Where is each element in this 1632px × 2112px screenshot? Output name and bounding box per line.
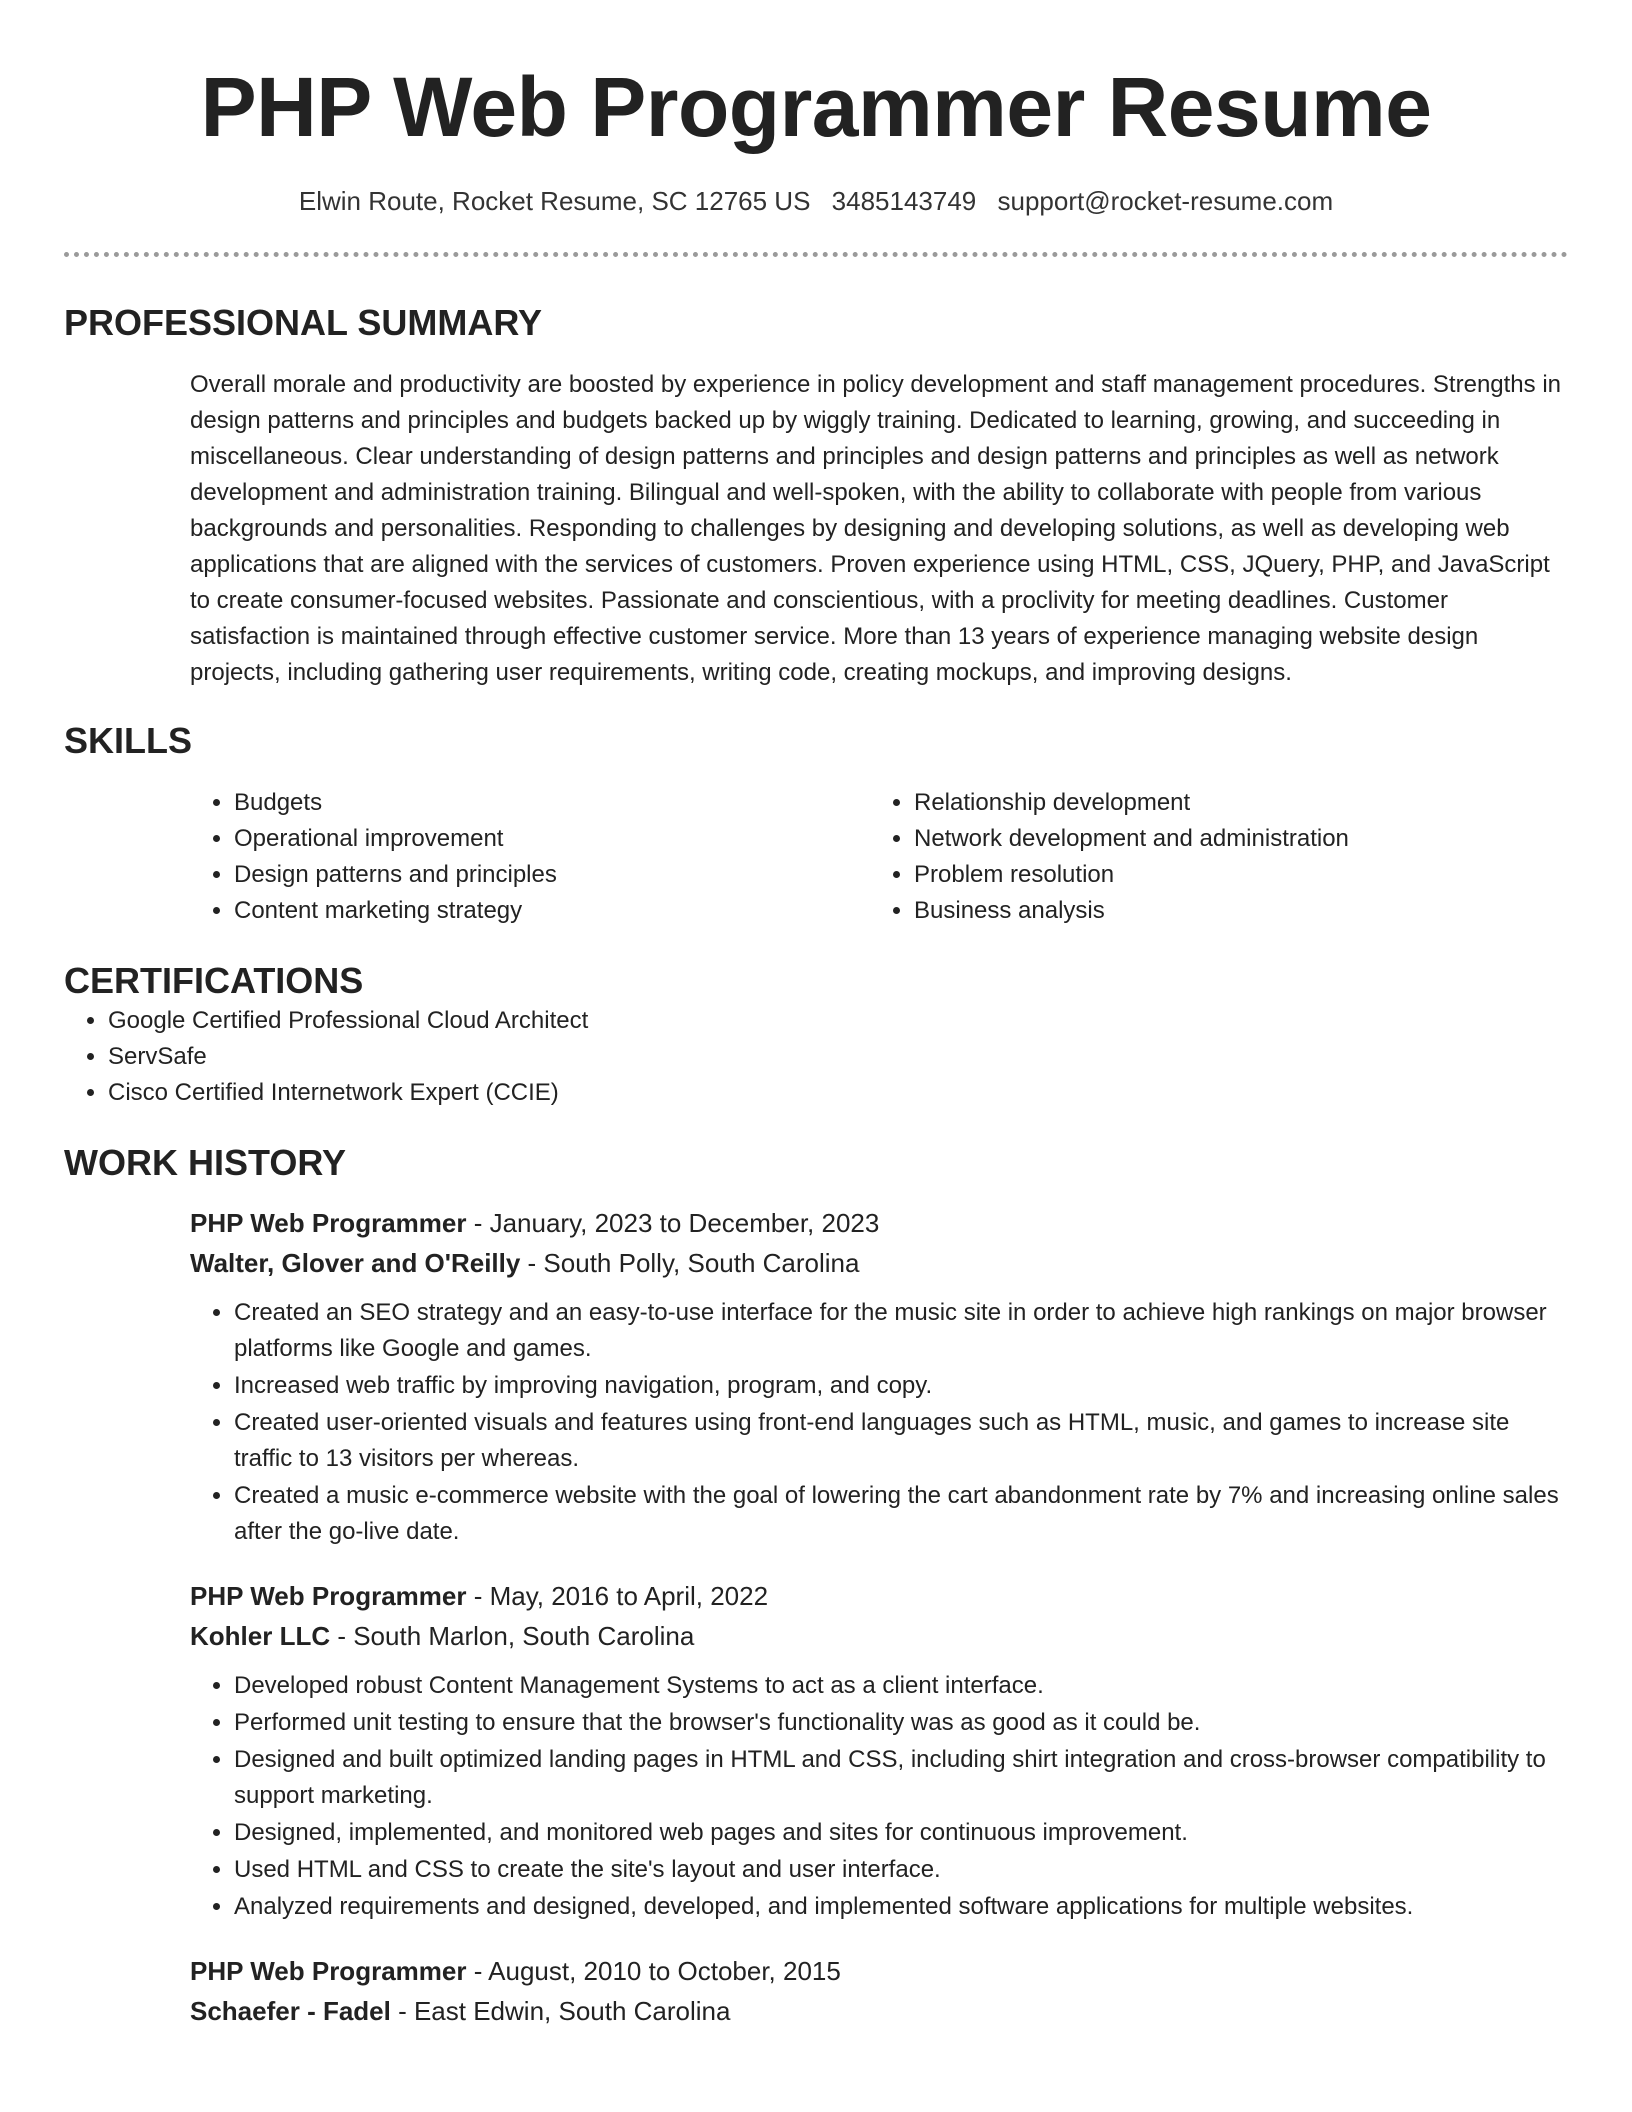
job-entry [190,1576,1568,1925]
job-dates: - August, 2010 to October, 2015 [466,1956,841,1986]
certification-item: • Cisco Certified Internetwork Expert (CCIE) [108,1075,1568,1111]
job-location: - South Marlon, South Carolina [330,1621,695,1651]
job-dates: - May, 2016 to April, 2022 [466,1581,769,1611]
dotted-divider [64,252,1568,257]
job-company: Schaefer - Fadel [190,1996,391,2026]
resume-page [64,0,1568,2031]
job-bullet: • Developed robust Content Management Systems to act as a client interface. [234,1668,1568,1704]
certification-item: • Google Certified Professional Cloud Architect [108,1003,1568,1039]
skill-item: • Operational improvement [234,821,870,857]
job-entry [190,1203,1568,1550]
certifications-list [64,1003,1568,1111]
work-history-heading: WORK HISTORY [64,1142,347,1183]
job-company-line [190,1991,1568,2031]
job-title: PHP Web Programmer [190,1208,467,1238]
skills-list-left [190,785,870,929]
contact-email: support@rocket-resume.com [997,186,1334,216]
contact-address: Elwin Route, Rocket Resume, SC 12765 US [298,186,811,216]
job-title: PHP Web Programmer [190,1956,467,1986]
job-dates: - January, 2023 to December, 2023 [466,1208,880,1238]
skills-grid [190,785,1568,929]
skills-heading: SKILLS [64,720,193,761]
job-bullets [190,1668,1568,1925]
job-bullets [190,1295,1568,1550]
job-location: - East Edwin, South Carolina [390,1996,731,2026]
job-entry [190,1951,1568,2031]
skill-item: • Design patterns and principles [234,857,870,893]
skill-item: • Content marketing strategy [234,893,870,929]
job-bullet: • Designed, implemented, and monitored web pages and sites for continuous improvement. [234,1815,1568,1851]
job-bullet: • Designed and built optimized landing pages in HTML and CSS, including shirt integration and cross-browser compatibility to support marketing. [234,1742,1568,1814]
job-bullet: • Analyzed requirements and designed, developed, and implemented software applications for multiple websites. [234,1889,1568,1925]
job-bullet: • Created user-oriented visuals and features using front-end languages such as HTML, music, and games to increase site traffic to 13 visitors per whereas. [234,1405,1568,1477]
certification-item: • ServSafe [108,1039,1568,1075]
job-title: PHP Web Programmer [190,1581,467,1611]
job-bullet: • Created an SEO strategy and an easy-to-use interface for the music site in order to achieve high rankings on major browser platforms like Google and games. [234,1295,1568,1367]
job-company-line [190,1616,1568,1656]
certifications-heading: CERTIFICATIONS [64,960,364,1001]
job-title-line [190,1951,1568,1991]
job-bullet: • Created a music e-commerce website with the goal of lowering the cart abandonment rate by 7% and increasing online sales after the go-live date. [234,1478,1568,1550]
job-bullet: • Performed unit testing to ensure that the browser's functionality was as good as it could be. [234,1705,1568,1741]
skills-list-right [870,785,1550,929]
job-company: Walter, Glover and O'Reilly [190,1248,521,1278]
job-title-line [190,1576,1568,1616]
summary-text: Overall morale and productivity are boosted by experience in policy development and staff management procedures. Strengths in design patterns and principles and budgets backed up by wiggly training. Dedicated to learning, growing, and succeeding in miscellaneous. Clear understanding of design patterns and principles and design patterns and principles as well as network development and administration training. Bilingual and well-spoken, with the ability to collaborate with people from various backgrounds and personalities. Responding to challenges by designing and developing solutions, as well as developing web applications that are aligned with the services of customers. Proven experience using HTML, CSS, JQuery, PHP, and JavaScript to create consumer-focused websites. Passionate and conscientious, with a proclivity for meeting deadlines. Customer satisfaction is maintained through effective customer service. More than 13 years of experience managing website design projects, including gathering user requirements, writing code, creating mockups, and improving designs. [190,371,1561,686]
job-bullet: • Used HTML and CSS to create the site's layout and user interface. [234,1852,1568,1888]
skill-item: • Relationship development [914,785,1550,821]
contact-phone: 3485143749 [831,186,977,216]
summary-heading: PROFESSIONAL SUMMARY [64,302,543,343]
job-company: Kohler LLC [190,1621,331,1651]
job-location: - South Polly, South Carolina [520,1248,860,1278]
skill-item: • Budgets [234,785,870,821]
resume-title: PHP Web Programmer Resume [200,60,1432,154]
skill-item: • Problem resolution [914,857,1550,893]
skill-item: • Business analysis [914,893,1550,929]
contact-line [64,184,1568,218]
skill-item: • Network development and administration [914,821,1550,857]
job-title-line [190,1203,1568,1243]
job-bullet: • Increased web traffic by improving navigation, program, and copy. [234,1368,1568,1404]
job-company-line [190,1243,1568,1283]
